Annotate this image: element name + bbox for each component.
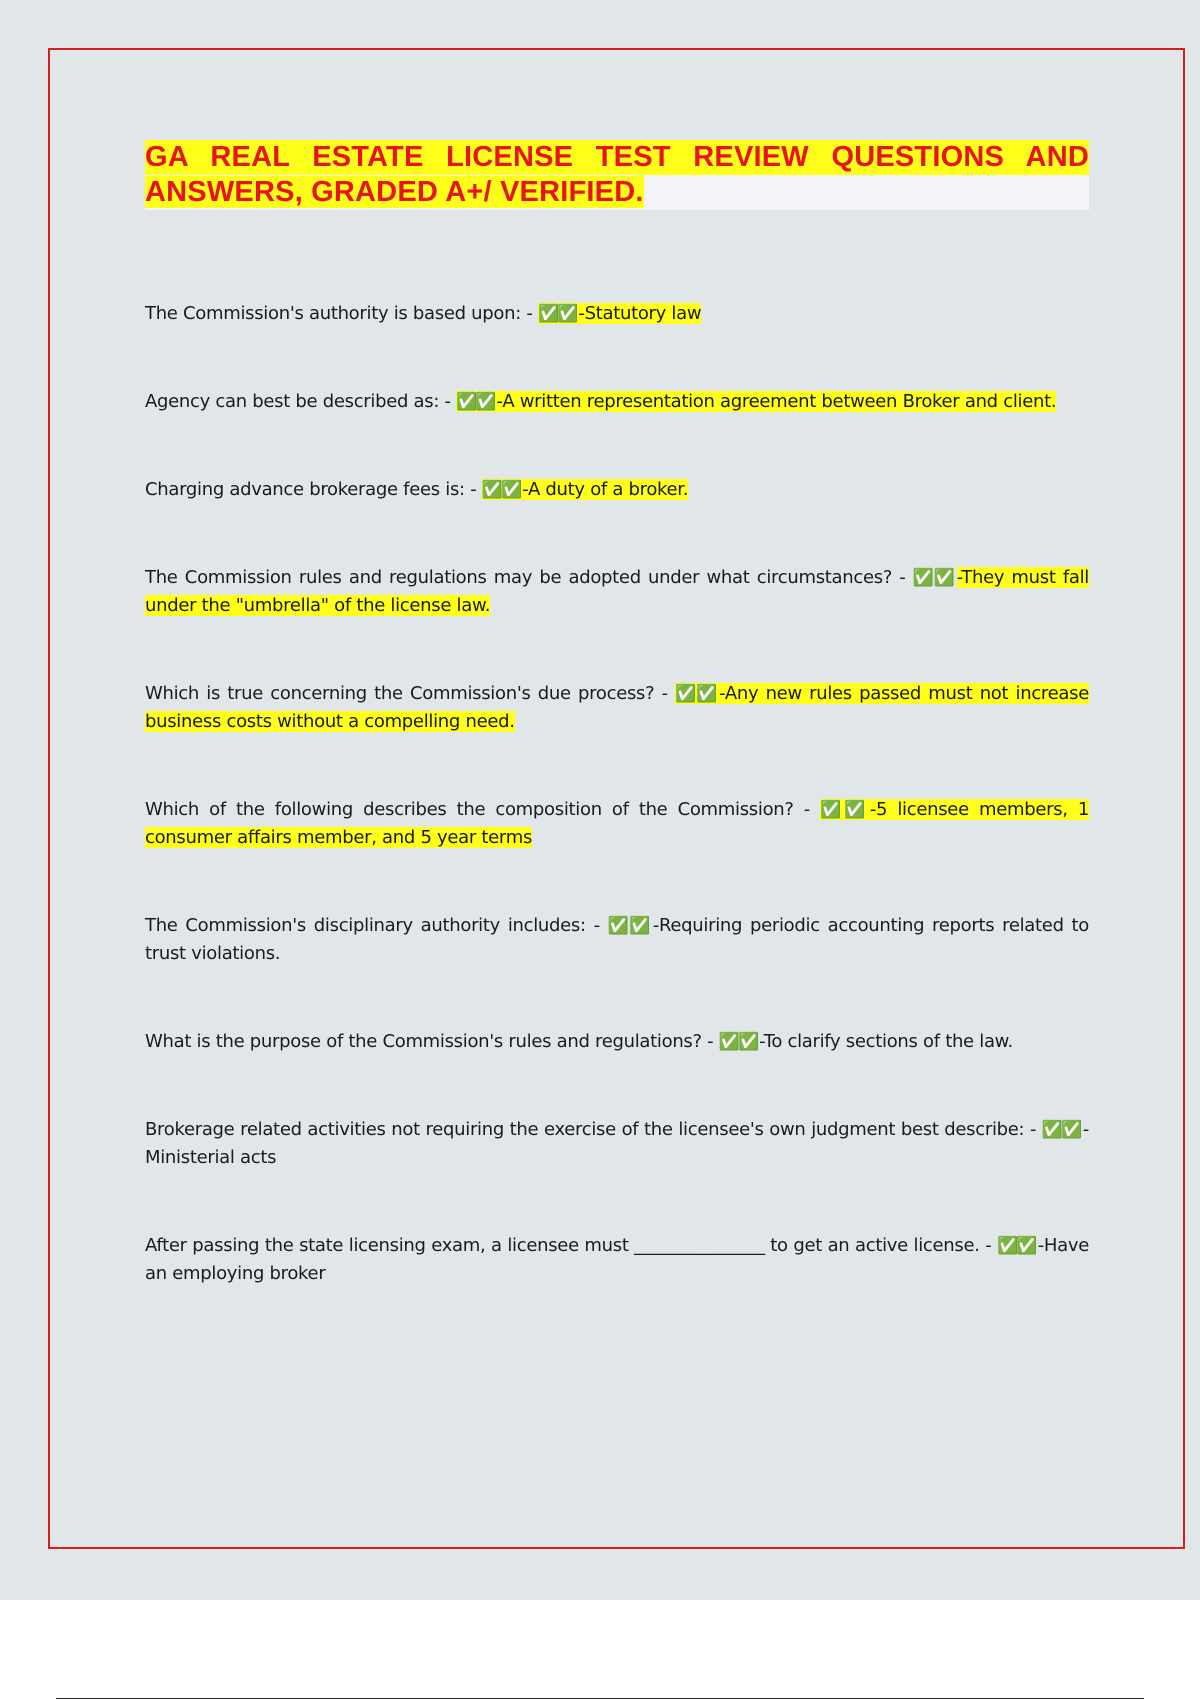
answer-text: -A written representation agreement between Broker and client. [496, 391, 1057, 412]
question-text: Which is true concerning the Commission's due process? - [145, 683, 676, 704]
qa-item [145, 1116, 1089, 1172]
qa-list [145, 300, 1089, 1288]
document-content [145, 140, 1089, 1348]
answer-text: -Requiring periodic accounting reports related to trust violations. [145, 915, 1089, 964]
answer-text: -Any new rules passed must not increase business costs without a compelling need. [145, 683, 1089, 732]
question-text: Agency can best be described as: - [145, 391, 457, 412]
title-line-1: GA REAL ESTATE LICENSE TEST REVIEW QUESTIONS AND [145, 141, 1089, 173]
answer-text: -Ministerial acts [145, 1119, 1089, 1168]
answer-text: -A duty of a broker. [522, 479, 689, 500]
answer-text: -Have an employing broker [145, 1235, 1089, 1284]
question-text: After passing the state licensing exam, a licensee must _______________ to get an active license. - [145, 1235, 998, 1256]
double-check-icon: ✅✅ [997, 1236, 1036, 1256]
qa-item [145, 1028, 1089, 1056]
double-check-icon: ✅✅ [718, 1032, 758, 1052]
double-check-icon: ✅✅ [538, 304, 577, 324]
answer-highlight [538, 303, 701, 324]
qa-item [145, 680, 1089, 736]
question-text: Which of the following describes the composition of the Commission? - [145, 799, 821, 820]
qa-item [145, 1232, 1089, 1288]
question-text: What is the purpose of the Commission's rules and regulations? - [145, 1031, 719, 1052]
answer-text: -To clarify sections of the law. [759, 1031, 1013, 1052]
question-text: The Commission rules and regulations may be adopted under what circumstances? - [145, 567, 913, 588]
answer-highlight [482, 479, 688, 500]
double-check-icon: ✅✅ [481, 480, 521, 500]
title-line-2 [145, 175, 1089, 210]
qa-item [145, 912, 1089, 968]
question-text: The Commission's disciplinary authority includes: - [145, 915, 608, 936]
double-check-icon: ✅✅ [675, 684, 718, 704]
answer-text: -They must fall under the "umbrella" of the license law. [145, 567, 1090, 616]
question-text: Charging advance brokerage fees is: - [145, 479, 482, 500]
double-check-icon: ✅✅ [607, 916, 651, 936]
answer-text: -5 licensee members, 1 consumer affairs member, and 5 year terms [145, 799, 1089, 848]
footer-rule [56, 1698, 1144, 1699]
double-check-icon: ✅✅ [912, 568, 955, 588]
qa-item [145, 796, 1089, 852]
qa-item [145, 564, 1089, 620]
qa-item [145, 300, 1089, 328]
double-check-icon: ✅✅ [456, 392, 495, 412]
question-text: Brokerage related activities not requiring the exercise of the licensee's own judgment best describe: - [145, 1119, 1042, 1140]
title-line-2-text: ANSWERS, GRADED A+/ VERIFIED. [145, 176, 644, 208]
answer-highlight [456, 391, 1056, 412]
double-check-icon: ✅✅ [1041, 1120, 1081, 1140]
double-check-icon: ✅✅ [820, 800, 868, 820]
question-text: The Commission's authority is based upon: - [145, 303, 539, 324]
answer-text: -Statutory law [578, 303, 702, 324]
document-title [145, 140, 1089, 210]
qa-item [145, 388, 1089, 416]
qa-item [145, 476, 1089, 504]
